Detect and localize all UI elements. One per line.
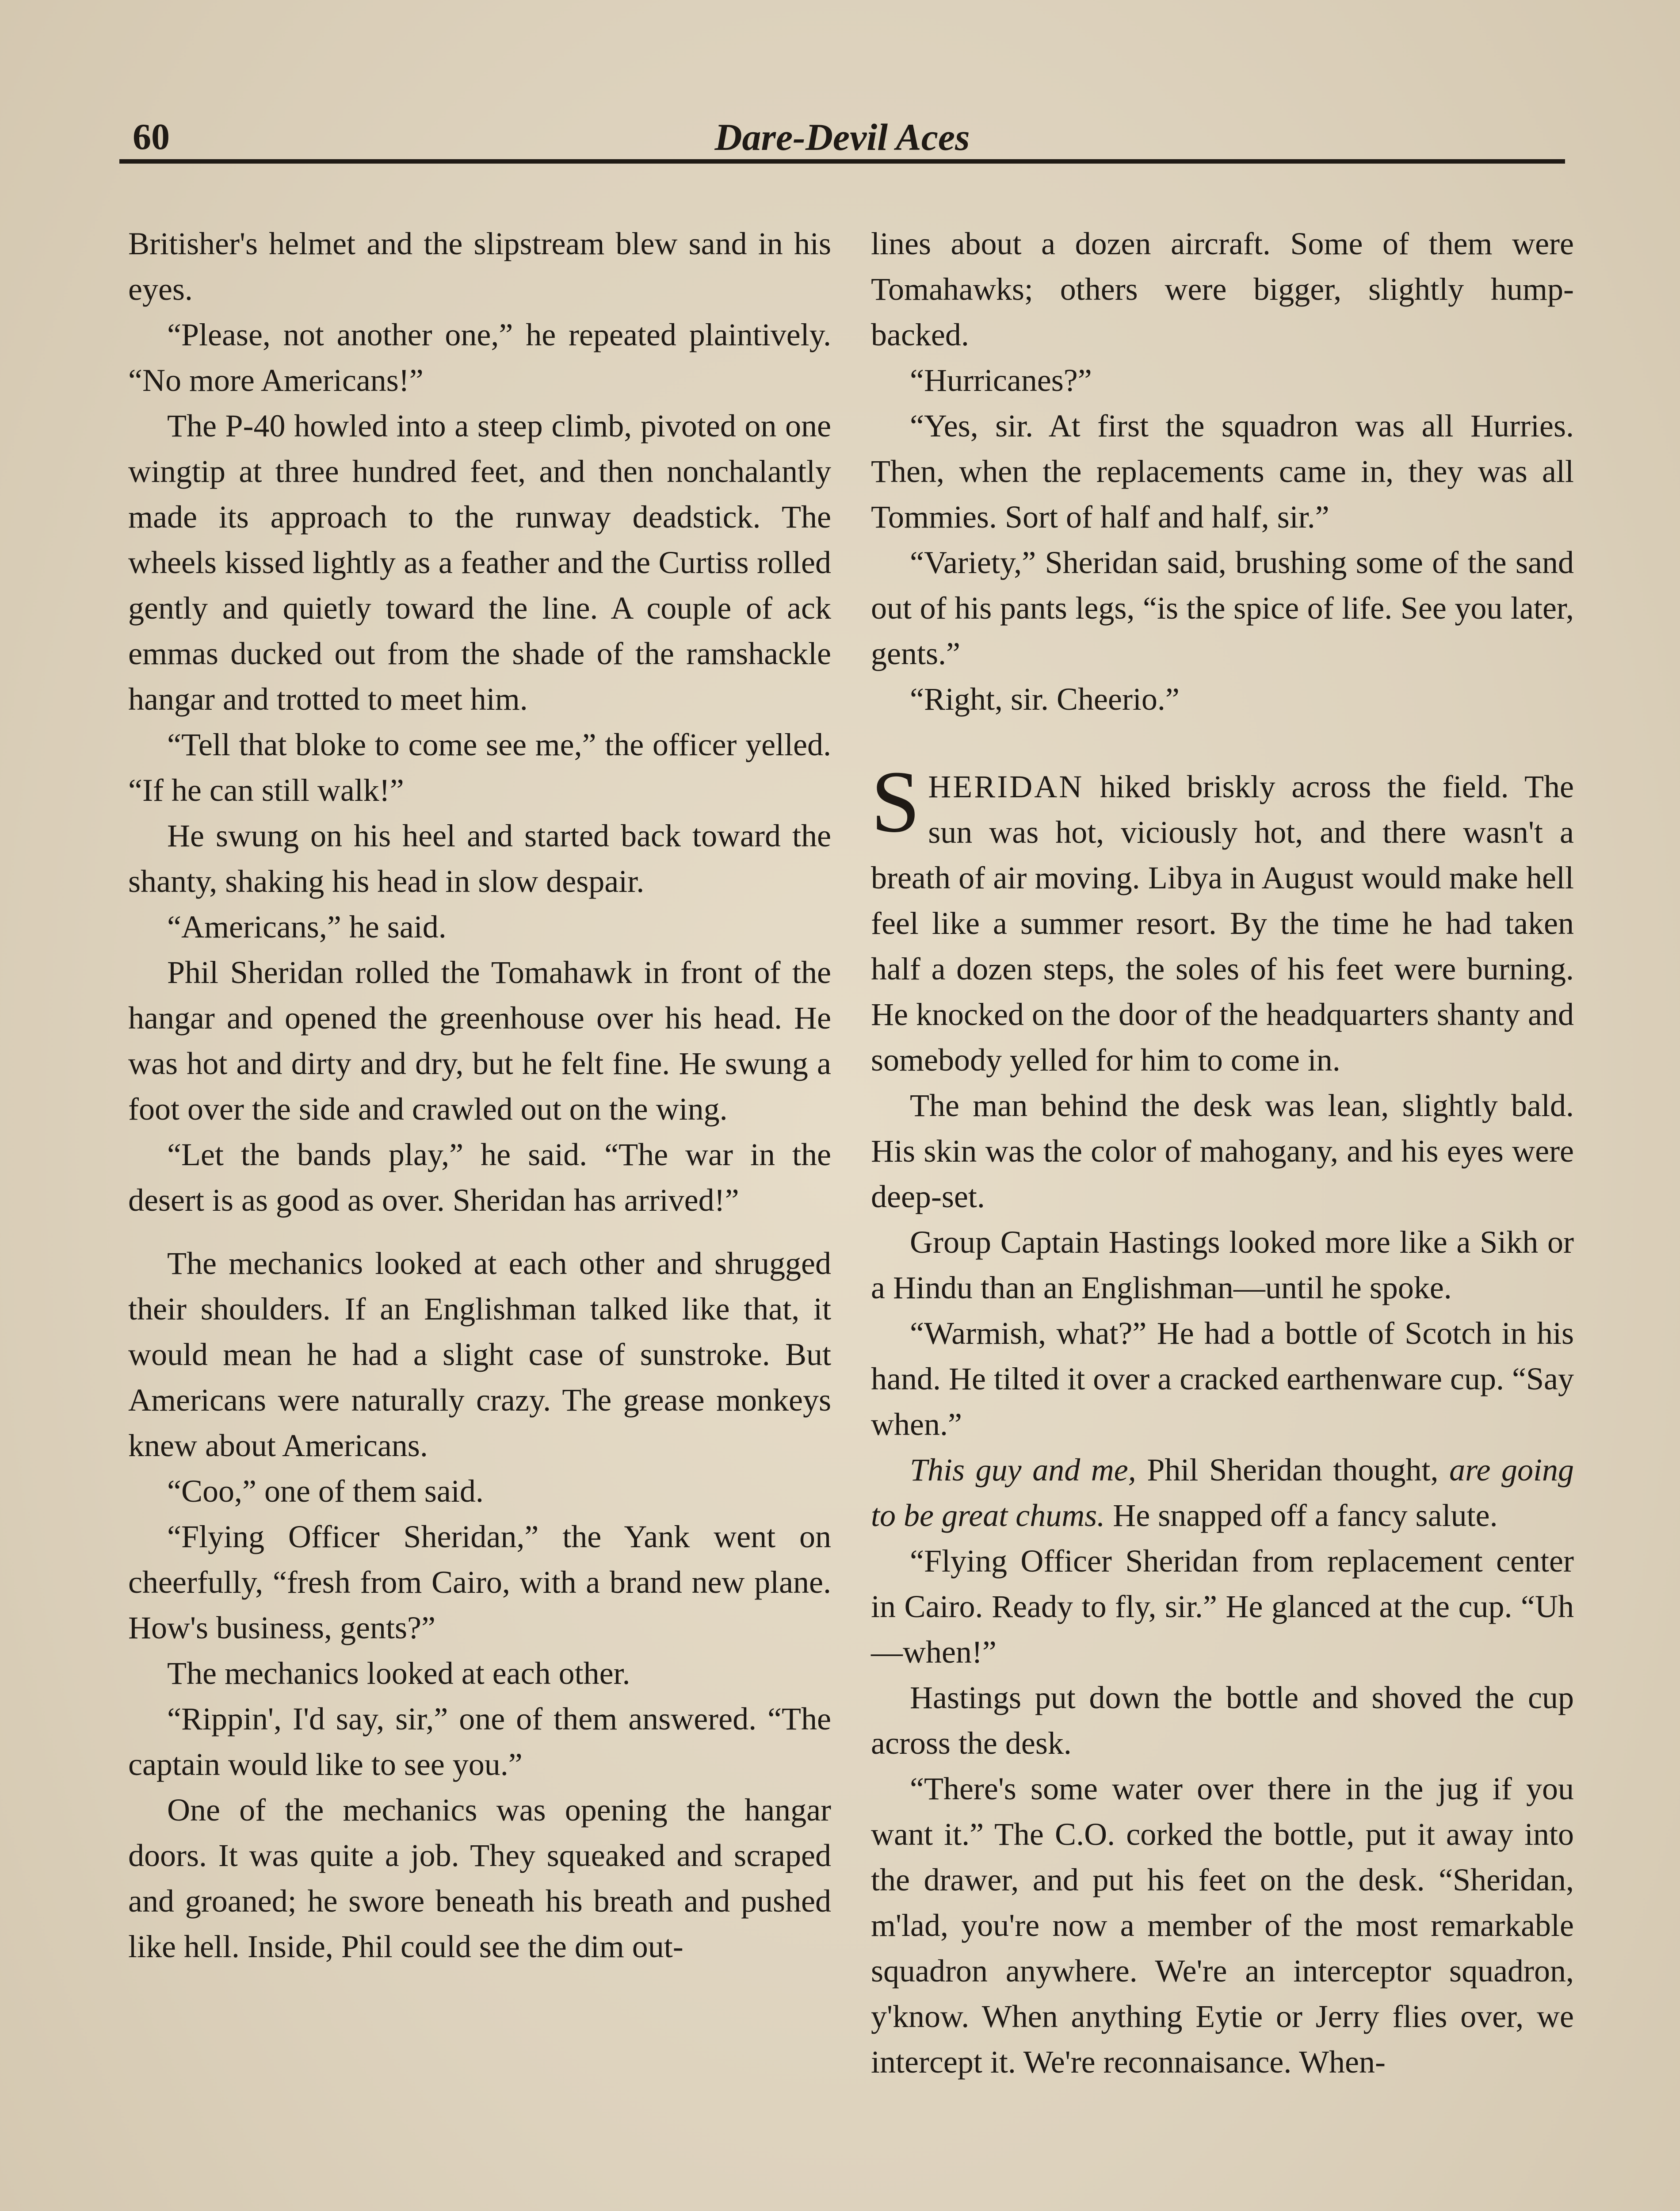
paragraph: The P-40 howled into a steep climb, pivoted on one wingtip at three hundred feet, and then nonchalantly made its approach to the runway deadstick. The wheels kissed lightly as a feather and the Curtiss rolled gently and quietly toward the line. A couple of ack emmas ducked out from the shade of the ramshackle hangar and trotted to meet him. — [128, 408, 831, 717]
section-opening-paragraph — [871, 753, 1574, 1083]
paragraph: The mechanics looked at each other and shrugged their shoulders. If an Englishman talked like that, it would mean he had a slight case of sunstroke. But Americans were naturally crazy. The grease monkeys knew about Americans. — [128, 1246, 831, 1463]
paragraph: Britisher's helmet and the slipstream blew sand in his eyes. — [128, 226, 831, 307]
paragraph: “Americans,” he said. — [167, 909, 447, 945]
paragraph: “Flying Officer Sheridan from replacement center in Cairo. Ready to fly, sir.” He glanced at the cup. “Uh—when!” — [871, 1543, 1574, 1670]
paragraph: “Hurricanes?” — [910, 363, 1092, 398]
header-rule — [119, 159, 1565, 164]
paragraph: “Please, not another one,” he repeated plaintively. “No more Americans!” — [128, 317, 831, 398]
right-column — [871, 221, 1574, 2085]
paragraph: “Rippin', I'd say, sir,” one of them answered. “The captain would like to see you.” — [128, 1701, 831, 1782]
paragraph: “Coo,” one of them said. — [167, 1473, 484, 1509]
italic-thought-paragraph — [871, 1447, 1574, 1538]
left-column — [128, 221, 831, 1970]
paragraph: “Yes, sir. At first the squadron was all Hurries. Then, when the replacements came in, they was all Tommies. Sort of half and half, sir.” — [871, 408, 1574, 535]
paragraph: One of the mechanics was opening the hangar doors. It was quite a job. They squeaked and scraped and groaned; he swore beneath his breath and pushed like hell. Inside, Phil could see the dim out- — [128, 1792, 831, 1964]
paragraph: “Right, sir. Cheerio.” — [910, 681, 1180, 717]
magazine-title: Dare-Devil Aces — [714, 116, 970, 158]
page-header — [119, 113, 1565, 161]
paragraph: “Variety,” Sheridan said, brushing some of the sand out of his pants legs, “is the spice of life. See you later, gents.” — [871, 545, 1574, 671]
paragraph: “Warmish, what?” He had a bottle of Scotch in his hand. He tilted it over a cracked earthenware cup. “Say when.” — [871, 1316, 1574, 1442]
paragraph: The mechanics looked at each other. — [167, 1656, 630, 1691]
paragraph: The man behind the desk was lean, slightly bald. His skin was the color of mahogany, and his eyes were deep-set. — [871, 1088, 1574, 1214]
plain-text: He snapped off a fancy salute. — [1105, 1498, 1498, 1533]
section-text: hiked briskly across the field. The sun was hot, viciously hot, and there wasn't a breath of air moving. Libya in August would make hell feel like a summer resort. By the time he had taken half a dozen steps, the soles of his feet were burning. He knocked on the door of the headquarters shanty and somebody yelled for him to come in. — [871, 769, 1574, 1078]
paragraph: “Tell that bloke to come see me,” the officer yelled. “If he can still walk!” — [128, 727, 831, 808]
paragraph: He swung on his heel and started back toward the shanty, shaking his head in slow despair. — [128, 818, 831, 899]
paragraph: “Let the bands play,” he said. “The war in the desert is as good as over. Sheridan has arrived!” — [128, 1137, 831, 1218]
italic-text: are going to be great chums. — [871, 1452, 1574, 1533]
paragraph: lines about a dozen aircraft. Some of them were Tomahawks; others were bigger, slightly hump-backed. — [871, 226, 1574, 352]
small-caps-name: HERIDAN — [928, 769, 1084, 804]
paragraph: “Flying Officer Sheridan,” the Yank went on cheerfully, “fresh from Cairo, with a brand new plane. How's business, gents?” — [128, 1519, 831, 1645]
paragraph: Phil Sheridan rolled the Tomahawk in front of the hangar and opened the greenhouse over his head. He was hot and dirty and dry, but he felt fine. He swung a foot over the side and crawled out on the wing. — [128, 955, 831, 1127]
paragraph: Group Captain Hastings looked more like a Sikh or a Hindu than an Englishman—until he spoke. — [871, 1224, 1574, 1305]
italic-text: This guy and me, — [910, 1452, 1136, 1488]
page-number: 60 — [133, 116, 170, 157]
paragraph: “There's some water over there in the jug if you want it.” The C.O. corked the bottle, put it away into the drawer, and put his feet on the desk. “Sheridan, m'lad, you're now a member of the most remarkable squadron anywhere. We're an interceptor squadron, y'know. When anything Eytie or Jerry flies over, we intercept it. We're reconnaisance. When- — [871, 1771, 1574, 2080]
paragraph: Hastings put down the bottle and shoved the cup across the desk. — [871, 1680, 1574, 1761]
plain-text: Phil Sheridan thought, — [1136, 1452, 1450, 1488]
drop-cap: S — [871, 753, 920, 851]
